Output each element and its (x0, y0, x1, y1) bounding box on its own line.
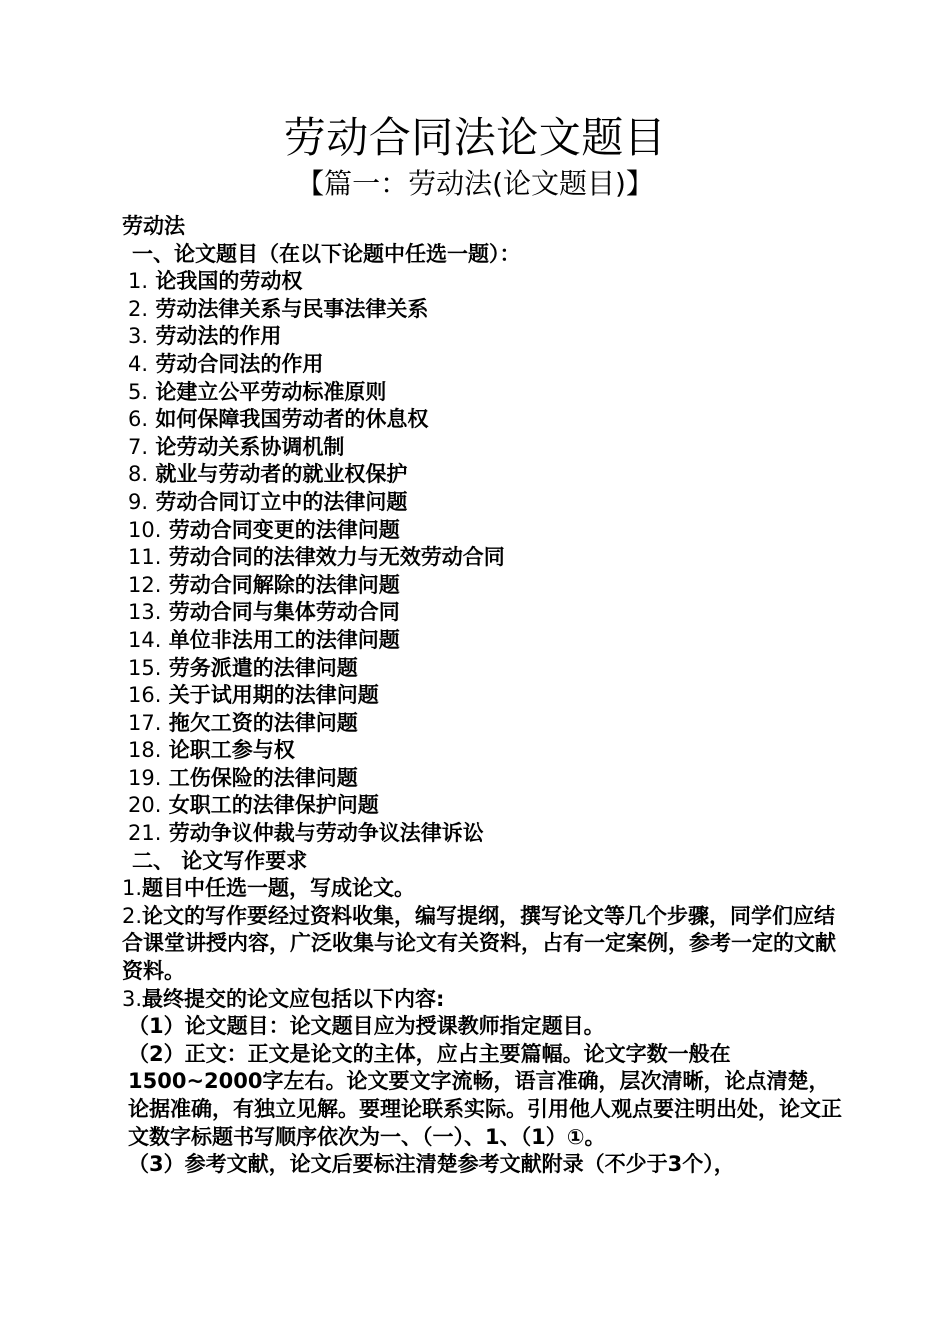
list-item: 8. 就业与劳动者的就业权保护 (128, 462, 408, 487)
list-item: 15. 劳务派遣的法律问题 (128, 655, 358, 680)
requirement-1: 1.题目中任选一题，写成论文。 (122, 876, 416, 901)
list-item: 10. 劳动合同变更的法律问题 (128, 517, 400, 542)
list-item: 13. 劳动合同与集体劳动合同 (128, 600, 400, 625)
requirement-item-1: （1）论文题目：论文题目应为授课教师指定题目。 (128, 1014, 605, 1039)
list-item: 4. 劳动合同法的作用 (128, 351, 324, 376)
list-item: 17. 拖欠工资的法律问题 (128, 710, 358, 735)
list-item: 19. 工伤保险的法律问题 (128, 765, 358, 790)
list-item: 2. 劳动法律关系与民事法律关系 (128, 296, 429, 321)
list-item: 1. 论我国的劳动权 (128, 269, 303, 294)
document-title: 劳动合同法论文题目 (283, 113, 667, 162)
list-item: 20. 女职工的法律保护问题 (128, 793, 379, 818)
section-heading: 劳动法 (122, 214, 185, 238)
list-item: 3. 劳动法的作用 (128, 324, 282, 349)
topic-list (116, 268, 844, 847)
list-item: 5. 论建立公平劳动标准原则 (128, 379, 387, 404)
requirement-item-3: （3）参考文献，论文后要标注清楚参考文献附录（不少于3个）， (128, 1152, 735, 1177)
list-item: 6. 如何保障我国劳动者的休息权 (128, 407, 429, 432)
section2-title: 二、 论文写作要求 (132, 848, 308, 873)
document-body (116, 213, 844, 1179)
section1-title: 一、论文题目（在以下论题中任选一题）： (132, 241, 521, 266)
requirement-item-2: （2）正文：正文是论文的主体，应占主要篇幅。论文字数一般在1500~2000字左右。论文要文字流畅，语言准确，层次清晰，论点清楚，论据准确，有独立见解。要理论联系实际。引用他人观点要注明出处，论文正文数字标题书写顺序依次为一、（一）、1、（1）①。 (128, 1041, 842, 1149)
list-item: 11. 劳动合同的法律效力与无效劳动合同 (128, 545, 505, 570)
list-item: 18. 论职工参与权 (128, 738, 295, 763)
list-item: 14. 单位非法用工的法律问题 (128, 627, 400, 652)
document-subtitle: 【篇一：劳动法(论文题目)】 (296, 167, 654, 200)
list-item: 9. 劳动合同订立中的法律问题 (128, 489, 408, 514)
list-item: 16. 关于试用期的法律问题 (128, 683, 379, 708)
list-item: 21. 劳动争议仲裁与劳动争议法律诉讼 (128, 821, 484, 846)
requirement-2: 2.论文的写作要经过资料收集，编写提纲，撰写论文等几个步骤，同学们应结合课堂讲授内容，广泛收集与论文有关资料，占有一定案例，参考一定的文献资料。 (122, 903, 836, 984)
list-item: 7. 论劳动关系协调机制 (128, 434, 345, 459)
requirement-3: 3.最终提交的论文应包括以下内容: (122, 986, 445, 1011)
list-item: 12. 劳动合同解除的法律问题 (128, 572, 400, 597)
